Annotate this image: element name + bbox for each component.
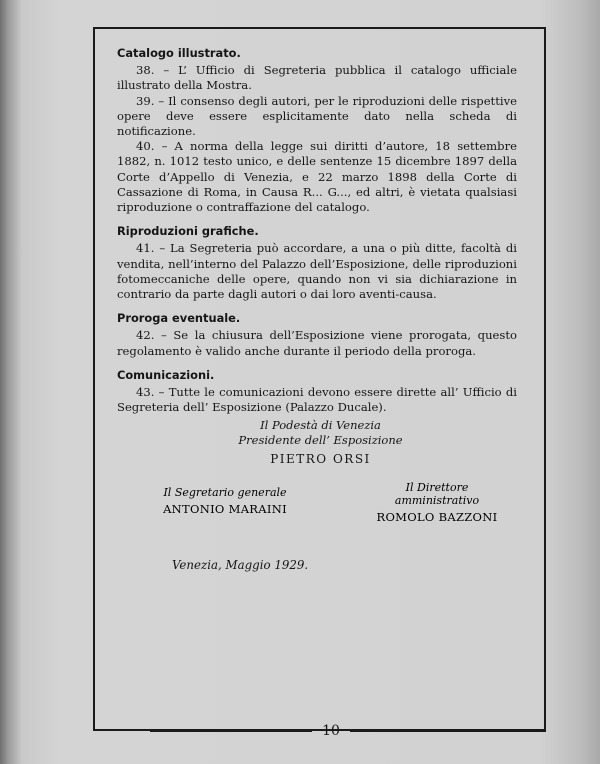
article-39: 39. – Il consenso degli autori, per le riproduzioni delle rispettive opere deve essere esplicitamente dato nella scheda di notificazione. <box>117 93 517 139</box>
page-number: 10 <box>322 723 340 739</box>
secretary-role: Il Segretario generale <box>163 486 287 499</box>
signature-title-line2: Presidente dell’ Esposizione <box>238 433 403 447</box>
footer-rule-left <box>150 731 312 732</box>
director-signature <box>362 481 512 524</box>
article-41: 41. – La Segreteria può accordare, a una o più ditte, facoltà di vendita, nell’interno del Palazzo dell’Esposizione, delle riproduzioni fotomeccaniche delle opere, quando non vi sia dichiarazione in contrario da parte dagli autori o dai loro aventi-causa. <box>117 241 517 302</box>
article-38: 38. – L’ Ufficio di Segreteria pubblica il catalogo ufficiale illustrato della Mostra. <box>117 63 517 93</box>
secretary-signature <box>140 486 310 516</box>
section-heading-riproduzioni: Riproduzioni grafiche. <box>117 224 259 239</box>
director-name: ROMOLO BAZZONI <box>376 510 498 524</box>
article-42: 42. – Se la chiusura dell’Esposizione viene prorogata, questo regolamento è valido anche durante il periodo della proroga. <box>117 328 517 358</box>
document-date: Venezia, Maggio 1929. <box>172 558 309 572</box>
article-40: 40. – A norma della legge sui diritti d’autore, 18 settembre 1882, n. 1012 testo unico, e delle sentenze 15 dicembre 1897 della Corte d’Appello di Venezia, e 22 marzo 1898 della Corte di Cassazione di Roma, in Causa R... G..., ed altri, è vietata qualsiasi riproduzione o contraffazione del catalogo. <box>117 139 517 215</box>
footer-rule-right <box>350 731 546 732</box>
signature-title-line1: Il Podestà di Venezia <box>260 418 381 432</box>
signature-name: PIETRO ORSI <box>270 452 371 466</box>
section-heading-catalogo: Catalogo illustrato. <box>117 46 241 60</box>
president-signature <box>94 418 547 466</box>
section-heading-proroga: Proroga eventuale. <box>117 311 241 326</box>
regulation-text <box>117 46 517 415</box>
section-heading-comunicazioni: Comunicazioni. <box>117 367 215 382</box>
article-43: 43. – Tutte le comunicazioni devono essere dirette all’ Ufficio di Segreteria dell’ Esposizione (Palazzo Ducale). <box>117 385 517 415</box>
director-role: Il Direttore amministrativo <box>394 481 480 507</box>
secretary-name: ANTONIO MARAINI <box>163 502 287 516</box>
